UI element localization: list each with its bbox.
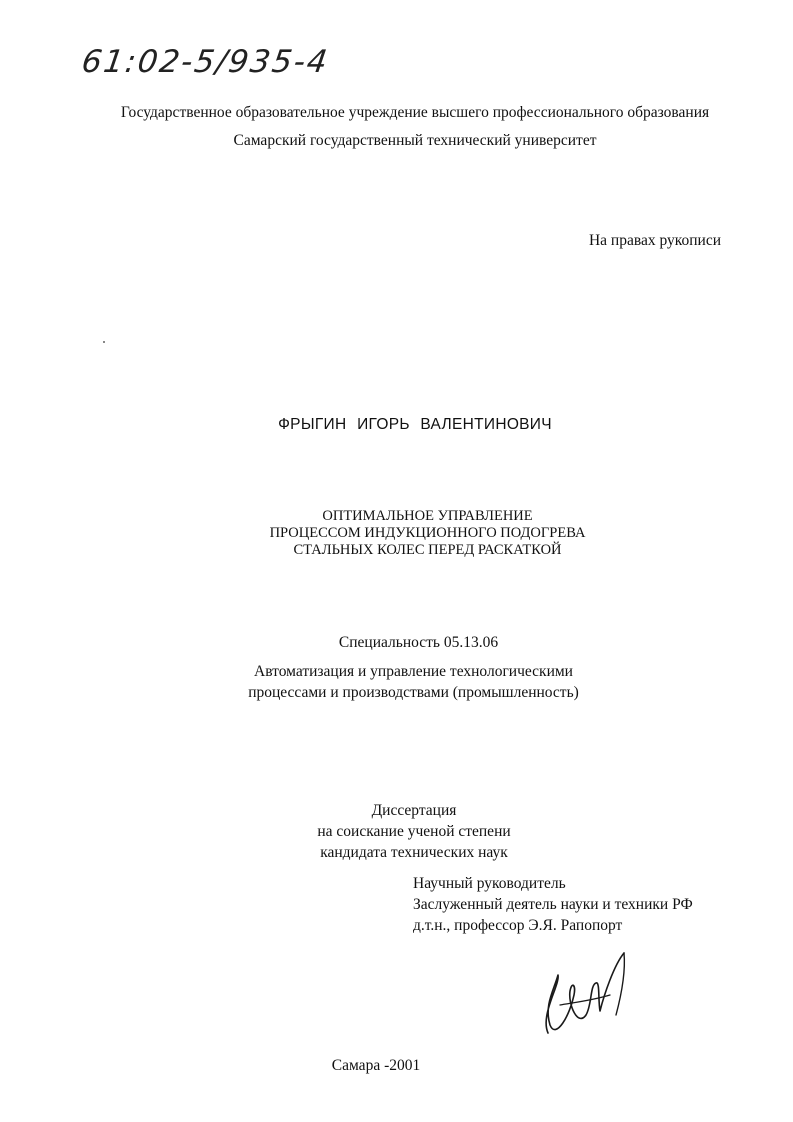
dissertation-title (0, 508, 793, 559)
institution-line-1: Государственное образовательное учреждение высшего профессионального образования (120, 104, 710, 121)
supervisor-line: Научный руководитель (413, 875, 566, 892)
field-line: процессами и производствами (промышленность) (248, 684, 579, 701)
field-of-study (0, 661, 793, 703)
title-line: СТАЛЬНЫХ КОЛЕС ПЕРЕД РАСКАТКОЙ (293, 542, 562, 558)
degree-line: Диссертация (371, 802, 457, 819)
supervisor-line: д.т.н., профессор Э.Я. Рапопорт (413, 917, 623, 934)
title-line: ПРОЦЕССОМ ИНДУКЦИОННОГО ПОДОГРЕВА (269, 525, 586, 541)
title-line: ОПТИМАЛЬНОЕ УПРАВЛЕНИЕ (322, 508, 533, 524)
rights-note: На правах рукописи (588, 232, 721, 249)
specialty: Специальность 05.13.06 (338, 634, 499, 651)
supervisor-block (413, 873, 693, 936)
archive-code: 61:02-5/935-4 (79, 44, 332, 80)
signature-icon (530, 945, 640, 1045)
degree-line: на соискание ученой степени (317, 823, 511, 840)
institution-line-2: Самарский государственный технический университет (233, 132, 597, 149)
degree-line: кандидата технических наук (320, 844, 508, 861)
degree-statement (0, 800, 793, 863)
supervisor-line: Заслуженный деятель науки и техники РФ (413, 896, 693, 913)
field-line: Автоматизация и управление технологическими (254, 663, 573, 680)
city-year: Самара -2001 (331, 1057, 421, 1074)
author-name: ФРЫГИН ИГОРЬ ВАЛЕНТИНОВИЧ (278, 416, 552, 433)
scan-speck (103, 341, 105, 343)
